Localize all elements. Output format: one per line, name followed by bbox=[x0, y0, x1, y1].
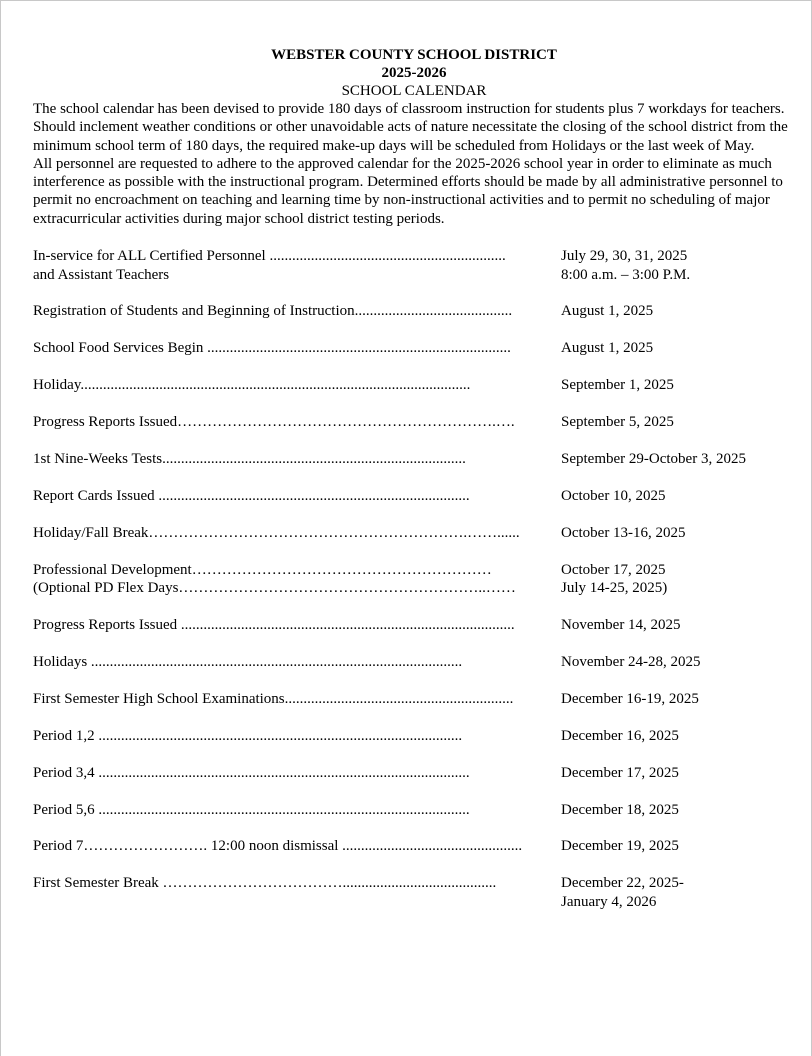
column-gap bbox=[553, 764, 561, 783]
date-text: September 5, 2025 bbox=[561, 414, 674, 431]
event-description bbox=[33, 561, 553, 598]
event-date bbox=[561, 302, 795, 321]
calendar-entry bbox=[33, 690, 795, 709]
calendar-entry bbox=[33, 616, 795, 635]
district-name: WEBSTER COUNTY SCHOOL DISTRICT bbox=[271, 47, 557, 63]
column-gap bbox=[553, 801, 561, 820]
event-date bbox=[561, 653, 795, 672]
event-description bbox=[33, 837, 553, 856]
column-gap bbox=[553, 450, 561, 469]
calendar-entry bbox=[33, 302, 795, 321]
document-title: SCHOOL CALENDAR bbox=[341, 83, 487, 99]
event-date bbox=[561, 376, 795, 395]
event-text: School Food Services Begin ................................................................................. bbox=[33, 340, 511, 357]
column-gap bbox=[553, 690, 561, 709]
date-text: September 29-October 3, 2025 bbox=[561, 451, 746, 468]
event-description bbox=[33, 764, 553, 783]
date-text: December 22, 2025- bbox=[561, 875, 684, 892]
column-gap bbox=[553, 339, 561, 358]
date-text: November 24-28, 2025 bbox=[561, 653, 701, 670]
date-text: October 10, 2025 bbox=[561, 487, 666, 504]
date-text: December 16, 2025 bbox=[561, 727, 679, 744]
calendar-entry bbox=[33, 247, 795, 284]
event-text: Holidays ................................................................................................... bbox=[33, 653, 463, 670]
event-date bbox=[561, 727, 795, 746]
column-gap bbox=[553, 413, 561, 432]
date-text: September 1, 2025 bbox=[561, 377, 674, 394]
event-date bbox=[561, 837, 795, 856]
event-description bbox=[33, 376, 553, 395]
event-text: Holiday/Fall Break……………………………………………………….……...... bbox=[33, 524, 520, 541]
event-text: 1st Nine-Weeks Tests................................................................................. bbox=[33, 451, 466, 468]
event-description bbox=[33, 487, 553, 506]
event-description bbox=[33, 524, 553, 543]
event-date bbox=[561, 524, 795, 543]
event-text: and Assistant Teachers bbox=[33, 266, 170, 283]
event-text: (Optional PD Flex Days……………………………………………………..…… bbox=[33, 580, 516, 597]
calendar-entries bbox=[33, 247, 795, 911]
date-text: December 18, 2025 bbox=[561, 801, 679, 818]
school-year: 2025-2026 bbox=[381, 65, 447, 81]
column-gap bbox=[553, 837, 561, 856]
calendar-entry bbox=[33, 801, 795, 820]
event-text: Report Cards Issued ................................................................................... bbox=[33, 487, 470, 504]
intro-paragraph: All personnel are requested to adhere to the approved calendar for the 2025-2026 school year in order to eliminate as much interference as possible with the instructional program. Determined efforts should be made by all administrative personnel to permit no encroachment on teaching and learning time by non-instructional activities and to permit no scheduling of major extracurricular activities during major school district testing periods. bbox=[33, 155, 783, 227]
column-gap bbox=[553, 653, 561, 672]
event-text: First Semester Break ………………………………......................................... bbox=[33, 875, 497, 892]
event-text: Progress Reports Issued……………………………………………………….…. bbox=[33, 414, 515, 431]
event-date bbox=[561, 801, 795, 820]
event-description bbox=[33, 653, 553, 672]
calendar-entry bbox=[33, 837, 795, 856]
event-text: Holiday........................................................................................................ bbox=[33, 377, 471, 394]
calendar-entry bbox=[33, 561, 795, 598]
column-gap bbox=[553, 561, 561, 598]
event-date bbox=[561, 339, 795, 358]
column-gap bbox=[553, 376, 561, 395]
event-date bbox=[561, 561, 795, 598]
date-text: December 19, 2025 bbox=[561, 838, 679, 855]
date-text: August 1, 2025 bbox=[561, 303, 654, 320]
date-text: October 13-16, 2025 bbox=[561, 524, 686, 541]
calendar-entry bbox=[33, 653, 795, 672]
calendar-entry bbox=[33, 764, 795, 783]
calendar-entry bbox=[33, 524, 795, 543]
calendar-entry bbox=[33, 874, 795, 911]
event-text: Period 7……………………. 12:00 noon dismissal ................................................ bbox=[33, 838, 523, 855]
event-description bbox=[33, 339, 553, 358]
calendar-entry bbox=[33, 339, 795, 358]
intro-paragraph: The school calendar has been devised to provide 180 days of classroom instruction for students plus 7 workdays for teachers. Should inclement weather conditions or other unavoidable acts of nature necessitate the closing of the school district from the minimum school term of 180 days, the required make-up days will be scheduled from Holidays or the last week of May. bbox=[33, 101, 788, 154]
column-gap bbox=[553, 302, 561, 321]
event-text: First Semester High School Examinations............................................................. bbox=[33, 690, 514, 707]
calendar-entry bbox=[33, 487, 795, 506]
calendar-entry bbox=[33, 450, 795, 469]
event-description bbox=[33, 302, 553, 321]
date-text: July 14-25, 2025) bbox=[561, 580, 668, 597]
date-text: December 17, 2025 bbox=[561, 764, 679, 781]
event-description bbox=[33, 801, 553, 820]
event-date bbox=[561, 450, 795, 469]
calendar-entry bbox=[33, 413, 795, 432]
event-description bbox=[33, 413, 553, 432]
event-text: In-service for ALL Certified Personnel ............................................................... bbox=[33, 248, 506, 265]
event-description bbox=[33, 247, 553, 284]
date-text: December 16-19, 2025 bbox=[561, 690, 699, 707]
column-gap bbox=[553, 727, 561, 746]
date-text: October 17, 2025 bbox=[561, 561, 666, 578]
event-date bbox=[561, 487, 795, 506]
column-gap bbox=[553, 247, 561, 284]
event-text: Period 3,4 ................................................................................................... bbox=[33, 764, 470, 781]
date-text: August 1, 2025 bbox=[561, 340, 654, 357]
event-text: Progress Reports Issued ......................................................................................... bbox=[33, 617, 515, 634]
event-date bbox=[561, 247, 795, 284]
event-date bbox=[561, 413, 795, 432]
column-gap bbox=[553, 616, 561, 635]
date-text: 8:00 a.m. – 3:00 P.M. bbox=[561, 266, 691, 283]
column-gap bbox=[553, 874, 561, 911]
calendar-content bbox=[33, 46, 795, 930]
calendar-entry bbox=[33, 727, 795, 746]
event-date bbox=[561, 616, 795, 635]
event-text: Registration of Students and Beginning of Instruction.......................................... bbox=[33, 303, 513, 320]
event-description bbox=[33, 874, 553, 911]
date-text: July 29, 30, 31, 2025 bbox=[561, 248, 688, 265]
date-text: January 4, 2026 bbox=[561, 893, 657, 910]
event-date bbox=[561, 874, 795, 911]
event-text: Period 5,6 ................................................................................................... bbox=[33, 801, 470, 818]
event-description bbox=[33, 727, 553, 746]
event-text: Professional Development…………………………………………………… bbox=[33, 561, 492, 578]
date-text: November 14, 2025 bbox=[561, 617, 681, 634]
calendar-entry bbox=[33, 376, 795, 395]
column-gap bbox=[553, 524, 561, 543]
event-description bbox=[33, 690, 553, 709]
event-description bbox=[33, 450, 553, 469]
event-date bbox=[561, 764, 795, 783]
event-text: Period 1,2 ................................................................................................. bbox=[33, 727, 463, 744]
event-description bbox=[33, 616, 553, 635]
event-date bbox=[561, 690, 795, 709]
column-gap bbox=[553, 487, 561, 506]
